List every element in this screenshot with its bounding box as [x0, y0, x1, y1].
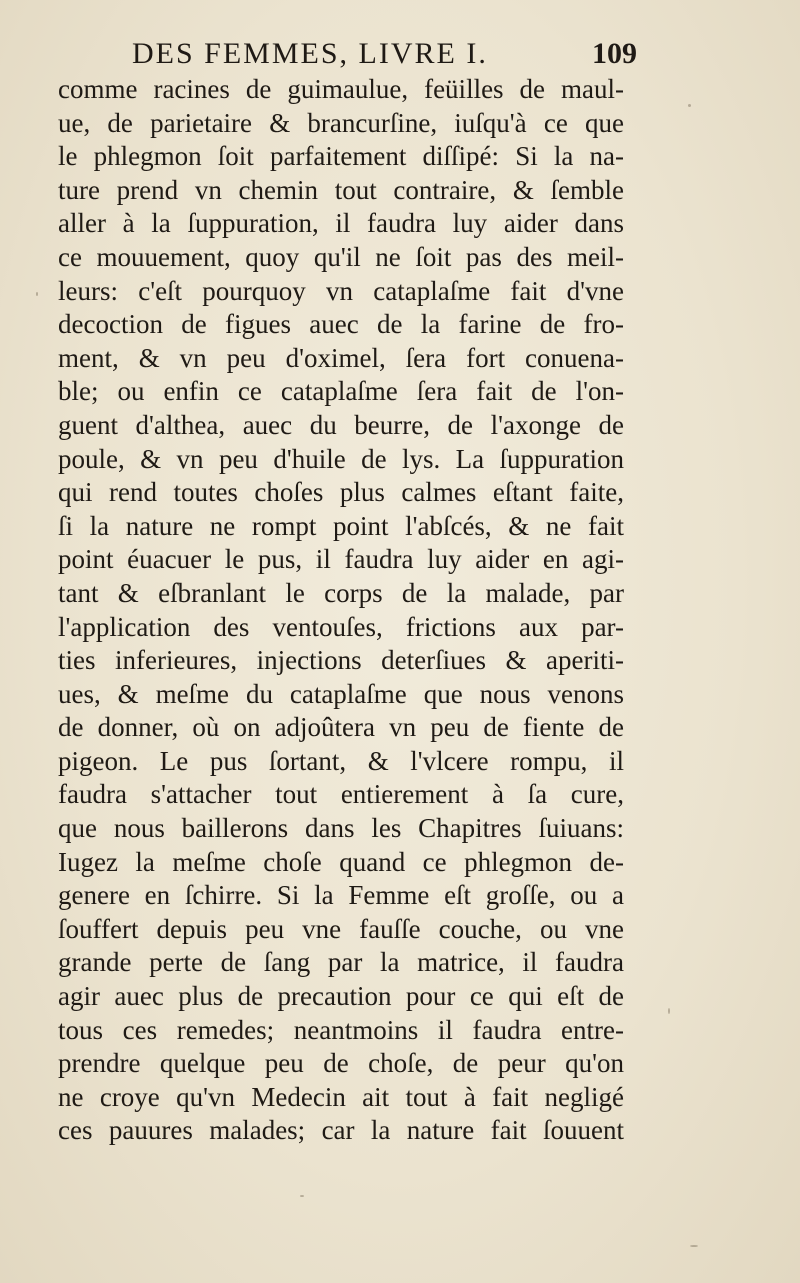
paper-speck [688, 104, 691, 107]
text-line: decoction de figues auec de la farine de fro- [58, 309, 624, 340]
text-line: grande perte de ſang par la matrice, il faudra [58, 947, 624, 978]
text-line: Iugez la meſme choſe quand ce phlegmon de- [58, 846, 624, 877]
text-line: genere en ſchirre. Si la Femme eſt groſſe, ou a [58, 880, 624, 911]
text-line: comme racines de guimaulue, feüilles de maul- [58, 74, 624, 104]
text-line: agir auec plus de precaution pour ce qui eſt de [58, 981, 624, 1012]
paper-speck [690, 1245, 698, 1247]
text-line: tant & eſbranlant le corps de la malade, par [58, 577, 624, 608]
text-line: ces pauures malades; car la nature fait ſouuent [58, 1115, 624, 1146]
text-line: leurs: c'eſt pourquoy vn cataplaſme fait d'vne [58, 275, 624, 306]
text-line: ce mouuement, quoy qu'il ne ſoit pas des meil- [58, 241, 624, 272]
text-line: ſi la nature ne rompt point l'abſcés, & ne fait [58, 510, 624, 541]
body-text [58, 73, 624, 1148]
text-line: ſouffert depuis peu vne fauſſe couche, ou vne [58, 913, 624, 944]
text-line: guent d'althea, auec du beurre, de l'axonge de [58, 409, 624, 440]
text-line: ble; ou enfin ce cataplaſme ſera fait de l'on- [58, 376, 624, 407]
text-line: point éuacuer le pus, il faudra luy aider en agi- [58, 544, 624, 575]
text-line: qui rend toutes choſes plus calmes eſtant faite, [58, 477, 624, 508]
text-line: prendre quelque peu de choſe, de peur qu'on [58, 1048, 624, 1079]
running-head-title: DES FEMMES, LIVRE I. [132, 37, 488, 70]
text-line: aller à la ſuppuration, il faudra luy aider dans [58, 208, 624, 239]
paper-speck [300, 1195, 304, 1197]
text-line: faudra s'attacher tout entierement à ſa cure, [58, 779, 624, 810]
text-line: pigeon. Le pus ſortant, & l'vlcere rompu, il [58, 745, 624, 776]
text-line: ues, & meſme du cataplaſme que nous venons [58, 678, 624, 709]
text-line: l'application des ventouſes, frictions aux par- [58, 611, 624, 642]
running-head [132, 34, 637, 74]
text-line: poule, & vn peu d'huile de lys. La ſuppuration [58, 443, 624, 474]
text-line: ture prend vn chemin tout contraire, & ſemble [58, 174, 624, 205]
text-line: que nous baillerons dans les Chapitres ſuiuans: [58, 813, 624, 844]
text-line: ment, & vn peu d'oximel, ſera fort conuena- [58, 342, 624, 373]
text-line: tous ces remedes; neantmoins il faudra entre- [58, 1014, 624, 1045]
text-line: ties inferieures, injections deterſiues & aperiti- [58, 645, 624, 676]
paper-speck [668, 1008, 670, 1014]
text-line: ue, de parietaire & brancurſine, iuſqu'à ce que [58, 107, 624, 138]
paper-speck [36, 292, 38, 296]
page-number: 109 [592, 37, 637, 70]
text-line: le phlegmon ſoit parfaitement diſſipé: Si la na- [58, 141, 624, 172]
text-line: ne croye qu'vn Medecin ait tout à fait negligé [58, 1081, 624, 1112]
text-line: de donner, où on adjoûtera vn peu de fiente de [58, 712, 624, 743]
